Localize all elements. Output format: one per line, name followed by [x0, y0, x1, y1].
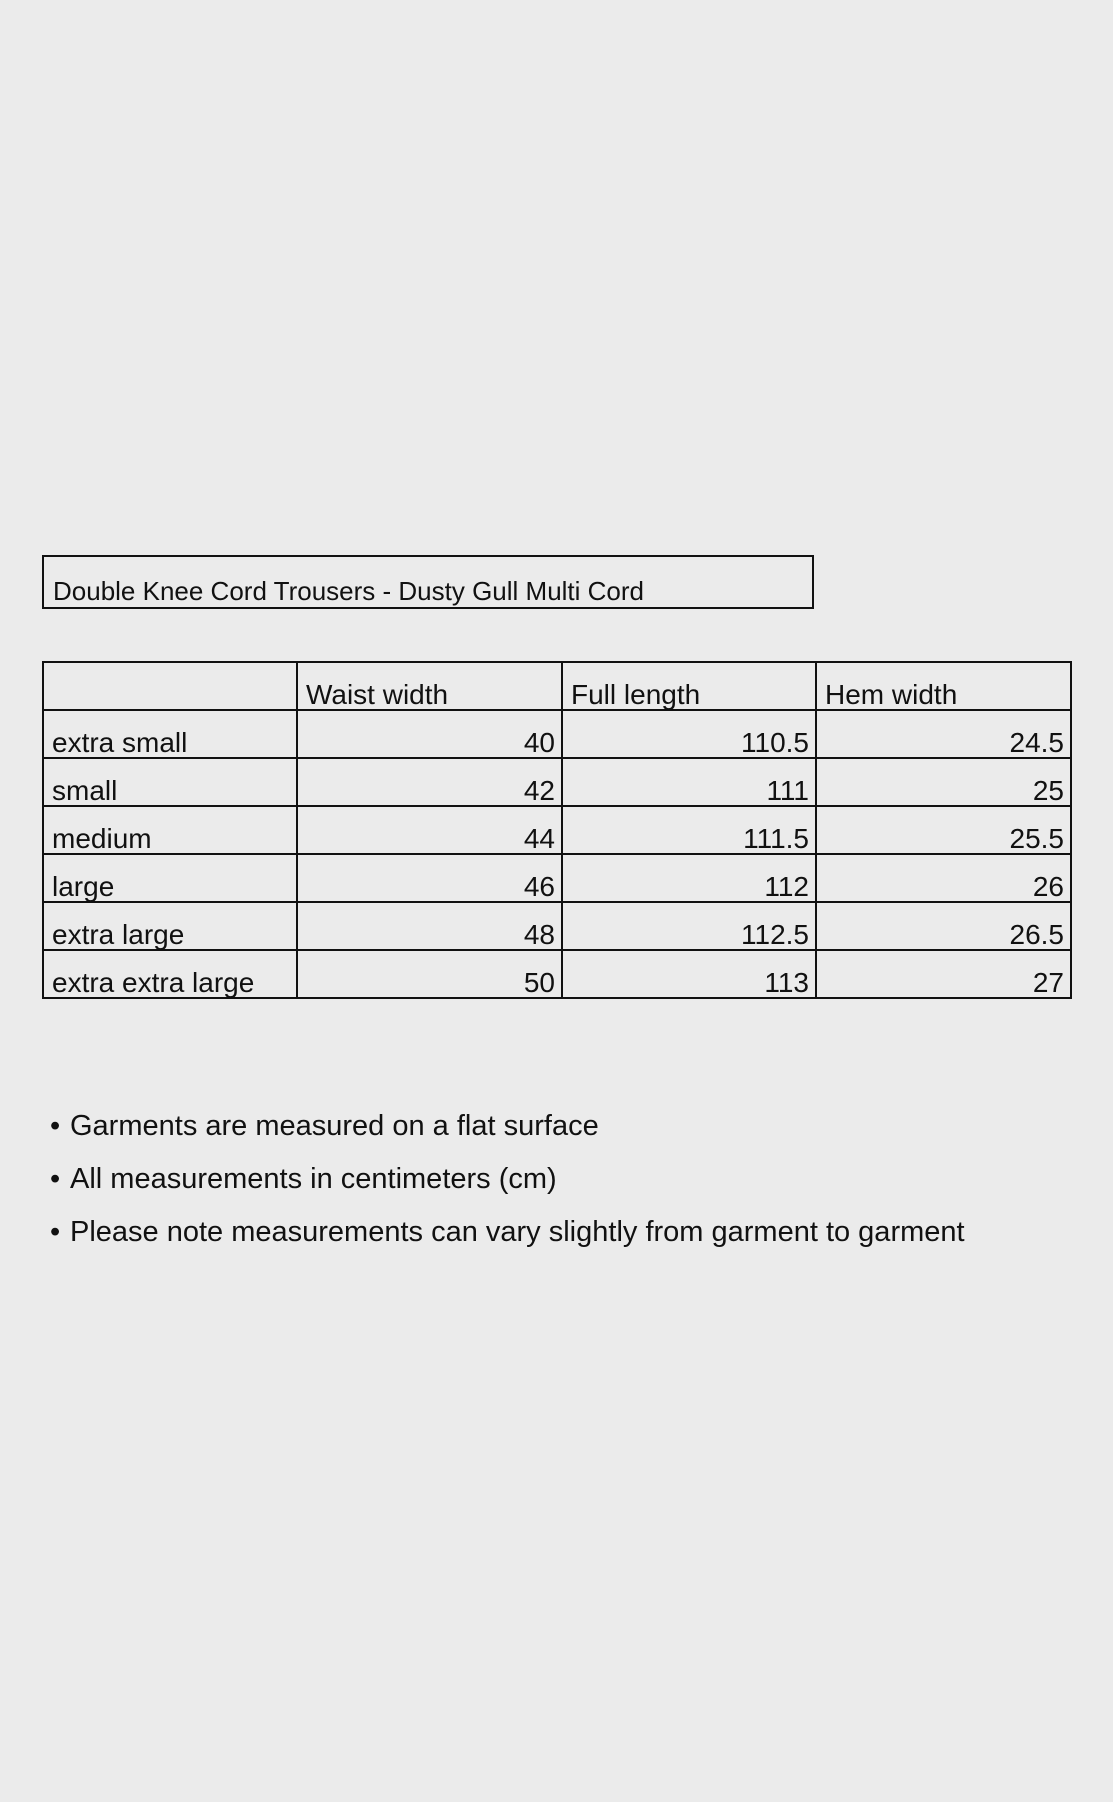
hem-value: 25.5 [816, 806, 1071, 854]
size-table [42, 661, 1072, 999]
bullet: • [50, 1110, 61, 1142]
hem-value: 26 [816, 854, 1071, 902]
hem-value: 24.5 [816, 710, 1071, 758]
hem-value: 26.5 [816, 902, 1071, 950]
table-header-row [43, 662, 1071, 710]
size-label: extra large [43, 902, 297, 950]
table-row [43, 950, 1071, 998]
header-hem-width: Hem width [816, 662, 1071, 710]
table-row [43, 902, 1071, 950]
size-label: extra small [43, 710, 297, 758]
waist-value: 44 [297, 806, 562, 854]
note-text: All measurements in centimeters (cm) [70, 1163, 557, 1195]
waist-value: 42 [297, 758, 562, 806]
product-title: Double Knee Cord Trousers - Dusty Gull Multi Cord [53, 576, 645, 606]
waist-value: 48 [297, 902, 562, 950]
measurement-notes [50, 1100, 965, 1259]
waist-value: 50 [297, 950, 562, 998]
size-label: medium [43, 806, 297, 854]
header-waist-width: Waist width [297, 662, 562, 710]
hem-value: 25 [816, 758, 1071, 806]
title-box [42, 555, 814, 609]
length-value: 110.5 [562, 710, 816, 758]
note-item [50, 1206, 965, 1259]
bullet: • [50, 1216, 61, 1248]
note-text: Please note measurements can vary slightly from garment to garment [70, 1216, 965, 1248]
header-size-column [43, 662, 297, 710]
length-value: 112 [562, 854, 816, 902]
length-value: 111 [562, 758, 816, 806]
table-row [43, 758, 1071, 806]
note-text: Garments are measured on a flat surface [70, 1110, 599, 1142]
table-row [43, 854, 1071, 902]
table-row [43, 710, 1071, 758]
length-value: 111.5 [562, 806, 816, 854]
length-value: 112.5 [562, 902, 816, 950]
note-item [50, 1100, 965, 1153]
length-value: 113 [562, 950, 816, 998]
size-label: small [43, 758, 297, 806]
waist-value: 40 [297, 710, 562, 758]
table-row [43, 806, 1071, 854]
bullet: • [50, 1163, 61, 1195]
size-label: large [43, 854, 297, 902]
size-label: extra extra large [43, 950, 297, 998]
header-full-length: Full length [562, 662, 816, 710]
hem-value: 27 [816, 950, 1071, 998]
waist-value: 46 [297, 854, 562, 902]
note-item [50, 1153, 965, 1206]
